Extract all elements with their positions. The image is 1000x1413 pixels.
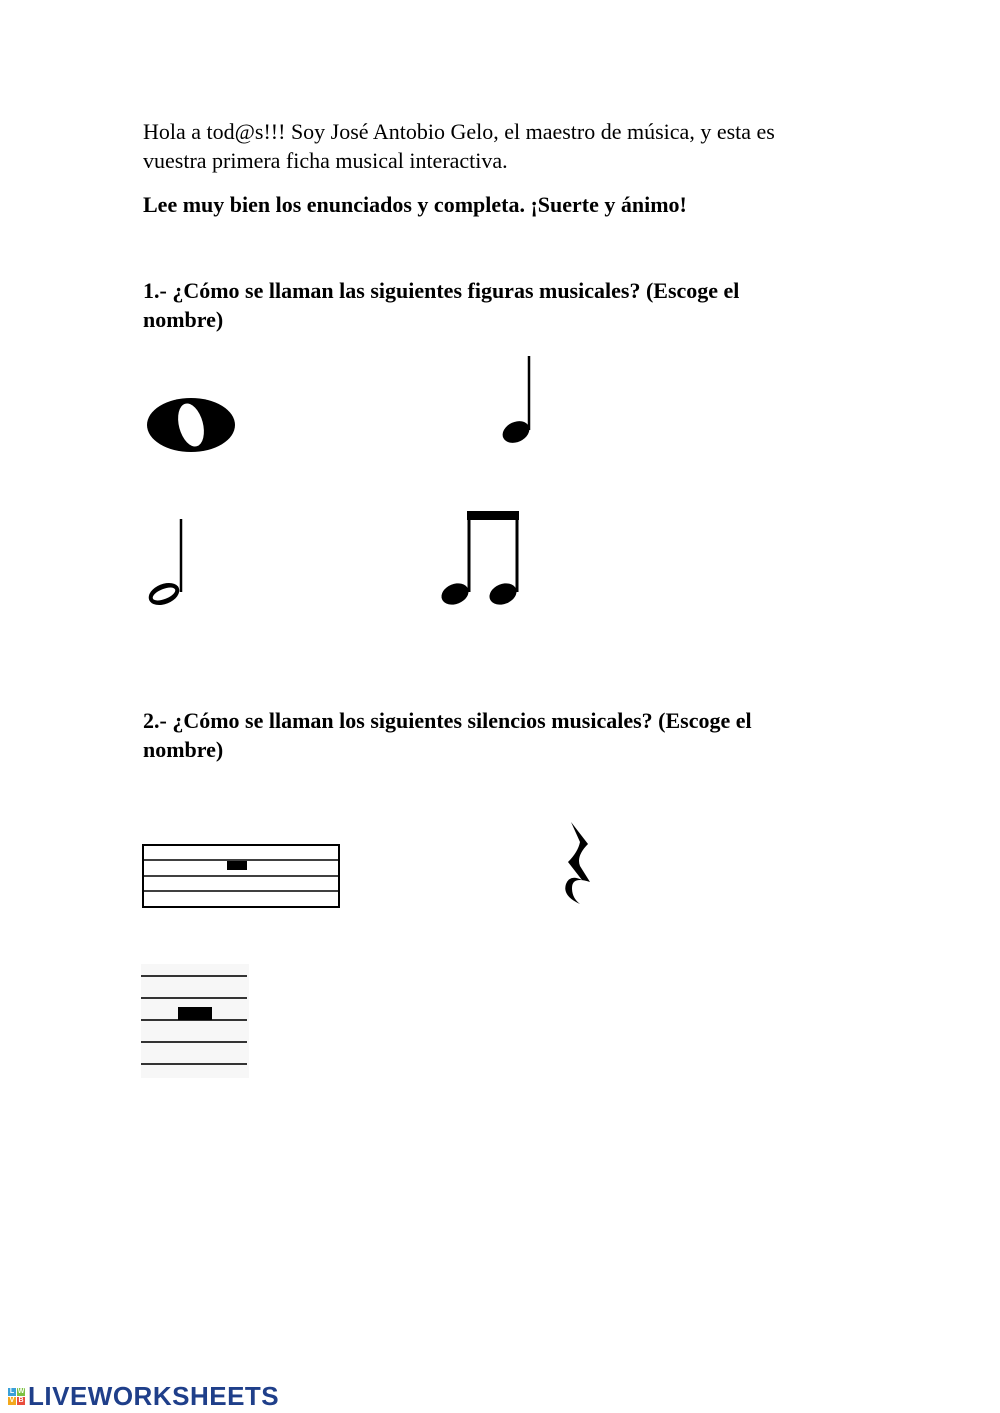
liveworksheets-logo xyxy=(8,1379,279,1413)
brand-name: LIVEWORKSHEETS xyxy=(28,1380,280,1411)
logo-icon: L W V B xyxy=(9,1387,25,1404)
whole-rest-icon xyxy=(141,964,249,1078)
question-2-text: 2.- ¿Cómo se llaman los siguientes silencios musicales? (Escoge el nombre) xyxy=(143,708,752,762)
quarter-note-icon xyxy=(498,354,538,448)
quarter-rest-icon xyxy=(558,820,596,908)
whole-note-icon xyxy=(145,396,237,454)
half-note-icon xyxy=(142,516,188,610)
half-rest-icon xyxy=(142,844,340,908)
question-1-text: 1.- ¿Cómo se llaman las siguientes figuras musicales? (Escoge el nombre) xyxy=(143,278,740,332)
instruction-text: Lee muy bien los enunciados y completa. ¡Suerte y ánimo! xyxy=(143,192,687,217)
beamed-eighth-notes-icon xyxy=(438,508,524,610)
intro-text: Hola a tod@s!!! Soy José Antobio Gelo, el maestro de música, y esta es vuestra primera ficha musical interactiva. xyxy=(143,119,775,173)
